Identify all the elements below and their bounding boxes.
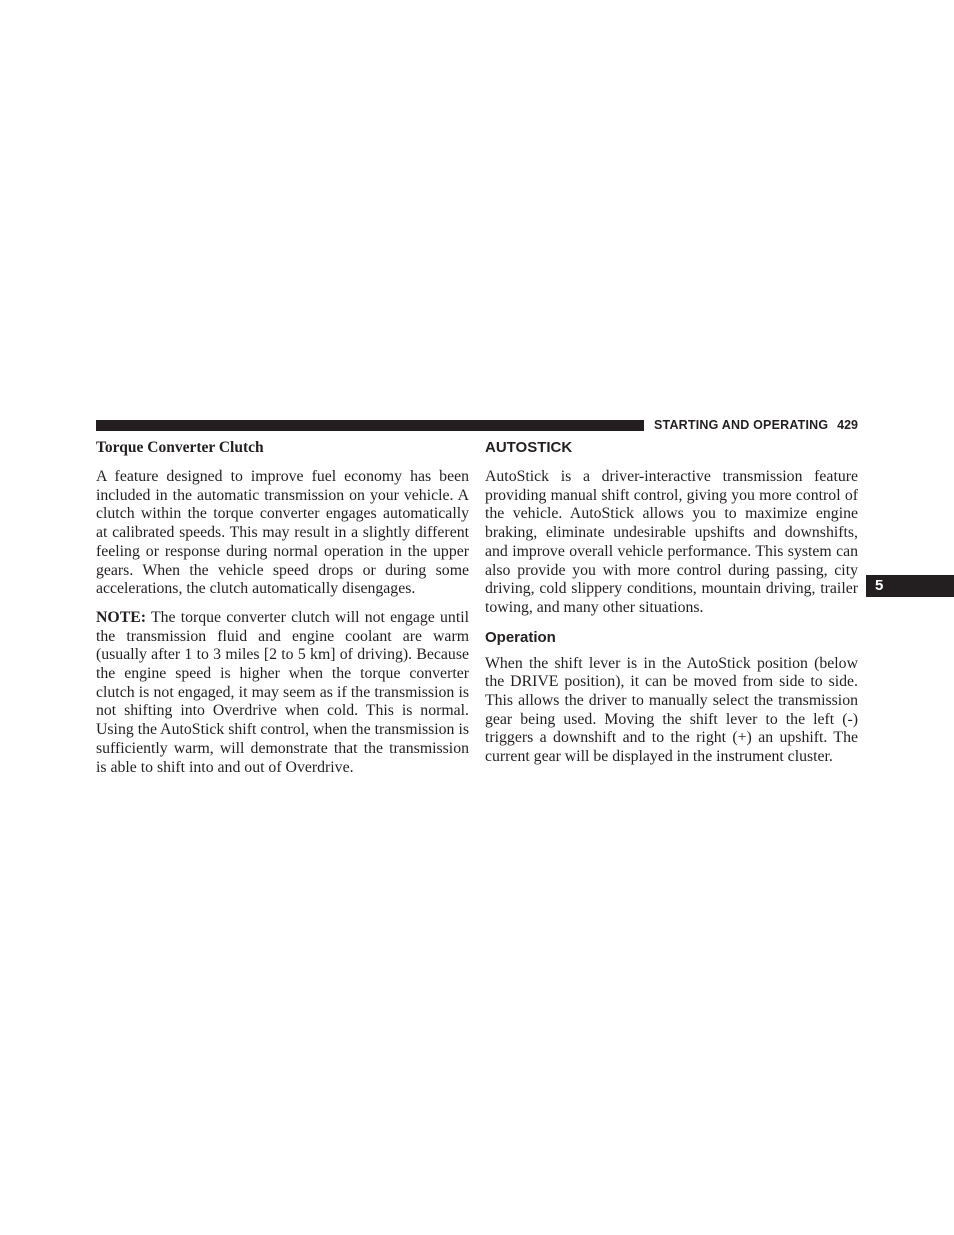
note-label: NOTE: xyxy=(96,608,147,626)
left-column xyxy=(96,437,469,777)
autostick-heading: AUTOSTICK xyxy=(485,439,573,456)
note-text: The torque converter clutch will not engage until the transmission fluid and engine coolant are warm (usually after 1 to 3 miles [2 to 5 km] of driving). Because the engine speed is higher when the torque converter clutch is not engaged, it may seem as if the transmission is not shifting into Overdrive when cold. This is normal. Using the AutoStick shift control, when the transmission is sufficiently warm, will demonstrate that the transmission is able to shift into and out of Overdrive. xyxy=(96,608,469,776)
page-number: 429 xyxy=(837,418,858,432)
note-paragraph xyxy=(96,609,469,777)
autostick-paragraph: AutoStick is a driver-interactive transmission feature providing manual shift control, giving you more control of the vehicle. AutoStick allows you to maximize engine braking, eliminate undesirable upshifts and downshifts, and improve overall vehicle performance. This system can also provide you with more control during passing, city driving, cold slippery conditions, mountain driving, trailer towing, and many other situations. xyxy=(485,468,858,616)
operation-subheading: Operation xyxy=(485,628,556,646)
header-rule xyxy=(96,420,644,431)
chapter-tab: 5 xyxy=(866,575,954,597)
torque-converter-clutch-heading: Torque Converter Clutch xyxy=(96,439,264,456)
torque-converter-paragraph: A feature designed to improve fuel economy has been included in the automatic transmission on your vehicle. A clutch within the torque converter engages automatically at calibrated speeds. This may result in a slightly different feeling or response during normal operation in the upper gears. When the vehicle speed drops or during some accelerations, the clutch automatically disengages. xyxy=(96,468,469,598)
running-header-section: STARTING AND OPERATING xyxy=(654,418,829,432)
operation-paragraph: When the shift lever is in the AutoStick position (below the DRIVE position), it can be moved from side to side. This allows the driver to manually select the transmission gear being used. Moving the shift lever to the left (-) triggers a downshift and to the right (+) an upshift. The current gear will be displayed in the instrument cluster. xyxy=(485,654,858,766)
right-column xyxy=(485,437,858,767)
